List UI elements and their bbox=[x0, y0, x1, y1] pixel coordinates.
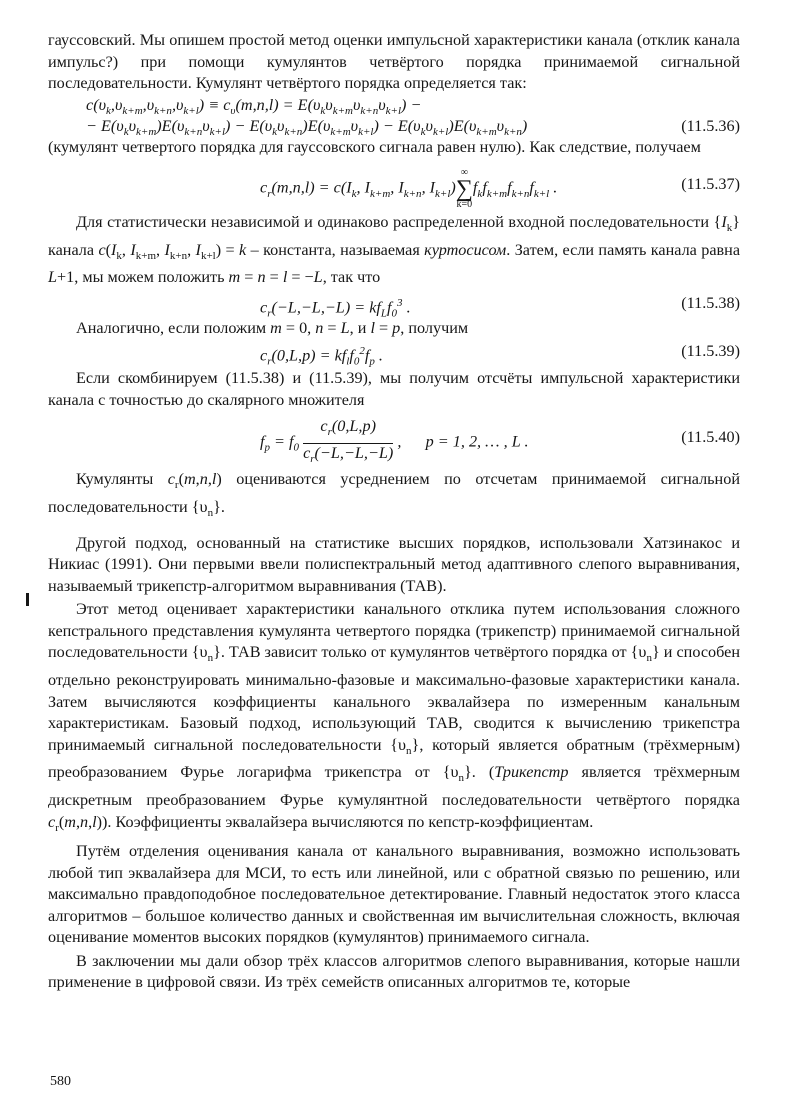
paragraph: В заключении мы дали обзор трёх классов алгоритмов слепого выравнивания, которые нашли применение в цифровой связи. Из трёх семейств описанных алгоритмов те, которые bbox=[48, 951, 740, 992]
paragraph: Кумулянты $c_r(m,n,l)$ оцениваются усреднением по отсчетам принимаемой сигнальной последовательности $\{\upsilon_n\}$. bbox=[48, 470, 740, 520]
equation-11-5-36-line-1: $c(\upsilon_k,\upsilon_{k+m},\upsilon_{k+n},\upsilon_{k+l}) \equiv c_\upsilon(m,n,l) = E(\upsilon_k\upsilon_{k+m}\upsilon_{k+n}\upsilon_{k+l})$ − bbox=[86, 95, 422, 117]
equation-11-5-39: $c_r(0,L,p) = kf_lf_0^2f_p$ . (11.5.39) bbox=[260, 342, 740, 369]
paragraph: Если скомбинируем (11.5.38) и (11.5.39), мы получим отсчёты импульсной характеристики канала с точностью до скалярного множителя bbox=[48, 369, 740, 409]
margin-mark bbox=[26, 593, 29, 606]
paragraph: (кумулянт четвертого порядка для гауссовского сигнала равен нулю). Как следствие, получаем bbox=[48, 137, 701, 156]
equation-11-5-40: $f_p = f_0$ $\frac{c_r(0,L,p)}{c_r(-L,-L,-L)}$ , p = 1, 2, … , L . (11.5.40) bbox=[260, 417, 740, 465]
equation-number: (11.5.39) bbox=[681, 342, 740, 361]
equation-number: (11.5.38) bbox=[681, 293, 740, 312]
equation-11-5-38: $c_r(-L,-L,-L) = kf_Lf_0^3$ . (11.5.38) bbox=[260, 293, 740, 320]
paragraph: Для статистически независимой и одинаково распределенной входной последовательности $\{I_k\}$ канала $c(I_k$, $I_{k+m}$, $I_{k+n}$, $I_{k+l}) = k$ – константа, называемая куртосисом. Затем, если память канала равна L+1, мы можем положить m = n = l = −L, так что bbox=[48, 213, 741, 287]
page-number: 580 bbox=[50, 1074, 71, 1089]
paragraph: Аналогично, если положим m = 0, n = L, и l = p, получим bbox=[76, 318, 469, 337]
paragraph: гауссовский. Мы опишем простой метод оценки импульсной характеристики канала (отклик канала импульс?) при помощи кумулянтов четвёртого порядка принимаемой сигнальной последовательности. Кумулянт четвёртого порядка определяется так: bbox=[48, 31, 740, 92]
equation-11-5-37: $c_r(m,n,l) = c(I_k$, $I_{k+m}$, $I_{k+n}$, $I_{k+l}$) ∞ ∑ k=0 $f_kf_{k+m}f_{k+n}f_{k+l}$ . (11.5.37) bbox=[260, 167, 740, 210]
equation-11-5-36-line-2: − $E(\upsilon_k\upsilon_{k+m})E(\upsilon_{k+n}\upsilon_{k+l}) - E(\upsilon_k\upsilon_{k+n})E(\upsilon_{k+m}\upsilon_{k+l}) - E(\upsilon_k\upsilon_{k+l})E(\upsilon_{k+m}\upsilon_{k+n})$ (11.5.36) bbox=[86, 116, 740, 138]
page-body bbox=[48, 30, 740, 994]
paragraph: Путём отделения оценивания канала от канального выравнивания, возможно использовать любой тип эквалайзера для МСИ, то есть или линейной, или с обратной связью по решению, или максимально правдоподобное последовательное детектирование. Главный недостаток этого класса алгоритмов – большое количество данных и свойственная им вычислительная сложность, включая оценивание моментов высоких порядков (кумулянтов) принимаемого сигнала. bbox=[48, 842, 740, 947]
equation-number: (11.5.37) bbox=[681, 175, 740, 193]
paragraph: Другой подход, основанный на статистике высших порядков, использовали Хатзинакос и Никиас (1991). Они первыми ввели полиспектральный метод адаптивного слепого выравнивания, называемый трикепстр-алгоритмом выравнивания (ТАВ). bbox=[48, 533, 740, 595]
equation-number: (11.5.36) bbox=[681, 116, 740, 135]
paragraph: Этот метод оценивает характеристики канального отклика путем использования сложного кепстрального представления кумулянта четвертого порядка (трикепстр) принимаемой сигнальной последовательности $\{\upsilon_n\}$. ТАВ зависит только от кумулянтов четвёртого порядка от $\{\upsilon_n\}$ и способен отдельно реконструировать минимально-фазовые и максимально-фазовые характеристики канала. Затем вычисляются коэффициенты канального эквалайзера по измеренным канальным характеристикам. Базовый подход, использующий ТАВ, сводится к вычислению трикепстра принимаемый сигнальной последовательности $\{\upsilon_n\}$, который является обратным (трёхмерным) преобразованием Фурье логарифма трикепстра от $\{\upsilon_n\}$. (Трикепстр является трёхмерным дискретным преобразованием Фурье кумулянтной последовательности четвёртого порядка $c_r(m,n,l)$). Коэффициенты эквалайзера вычисляются по кепстр-коэффициентам. bbox=[48, 600, 740, 834]
equation-number: (11.5.40) bbox=[681, 428, 740, 447]
